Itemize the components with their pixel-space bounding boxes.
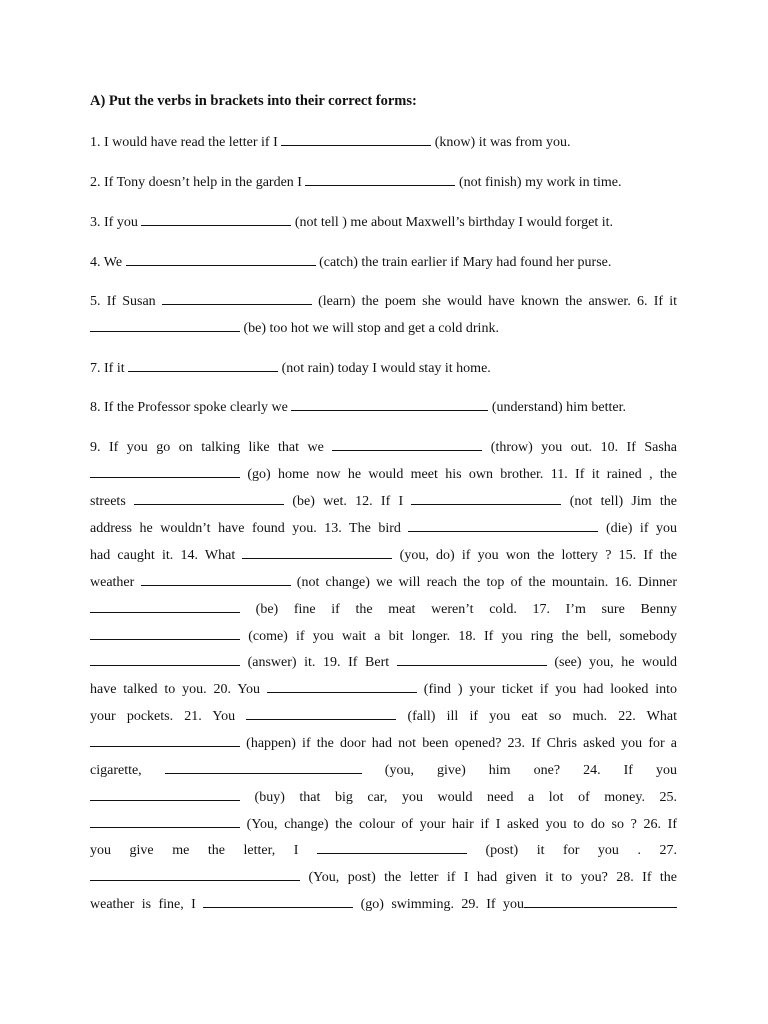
exercise-heading: A) Put the verbs in brackets into their correct forms: xyxy=(90,93,417,109)
paragraph-line-7: (be) fine if the meat weren’t cold. 17. I’m sure Benny xyxy=(90,600,677,619)
question-4: 4. We (catch) the train earlier if Mary had found her purse. xyxy=(90,255,612,270)
answer-blank[interactable] xyxy=(90,788,240,801)
answer-blank[interactable] xyxy=(126,253,316,266)
paragraph-line-2: (go) home now he would meet his own brother. 11. If it rained , the xyxy=(90,465,677,484)
paragraph-line-17: (You, post) the letter if I had given it to you? 28. If the xyxy=(90,868,677,887)
question-2: 2. If Tony doesn’t help in the garden I (not finish) my work in time. xyxy=(90,175,622,190)
answer-blank[interactable] xyxy=(332,438,482,451)
answer-blank[interactable] xyxy=(90,734,240,747)
answer-blank[interactable] xyxy=(291,398,488,411)
paragraph-line-3: streets (be) wet. 12. If I (not tell) Jim the xyxy=(90,494,678,509)
question-5-line-2: (be) too hot we will stop and get a cold drink. xyxy=(90,319,499,338)
question-5-line-1: 5. If Susan (learn) the poem she would have known the answer. 6. If it xyxy=(90,294,678,309)
answer-blank[interactable] xyxy=(90,868,300,881)
paragraph-line-5: had caught it. 14. What (you, do) if you won the lottery ? 15. If the xyxy=(90,548,678,563)
answer-blank[interactable] xyxy=(134,492,284,505)
question-8: 8. If the Professor spoke clearly we (understand) him better. xyxy=(90,400,627,415)
paragraph-line-13: cigarette, (you, give) him one? 24. If you xyxy=(90,763,677,778)
paragraph-line-12: (happen) if the door had not been opened? 23. If Chris asked you for a xyxy=(90,734,677,753)
paragraph-line-14: (buy) that big car, you would need a lot of money. 25. xyxy=(90,788,677,807)
question-7: 7. If it (not rain) today I would stay it home. xyxy=(90,361,491,376)
paragraph-line-8: (come) if you wait a bit longer. 18. If you ring the bell, somebody xyxy=(90,627,677,646)
paragraph-line-18: weather is fine, I (go) swimming. 29. If you xyxy=(90,895,677,914)
answer-blank[interactable] xyxy=(246,707,396,720)
answer-blank[interactable] xyxy=(267,680,417,693)
answer-blank[interactable] xyxy=(305,173,455,186)
paragraph-line-6: weather (not change) we will reach the top of the mountain. 16. Dinner xyxy=(90,575,678,590)
paragraph-line-11: your pockets. 21. You (fall) ill if you eat so much. 22. What xyxy=(90,709,677,724)
answer-blank[interactable] xyxy=(281,133,431,146)
answer-blank[interactable] xyxy=(408,519,598,532)
answer-blank[interactable] xyxy=(203,895,353,908)
paragraph-line-9: (answer) it. 19. If Bert (see) you, he would xyxy=(90,653,677,672)
paragraph-line-16: you give me the letter, I (post) it for you . 27. xyxy=(90,843,677,858)
answer-blank[interactable] xyxy=(90,465,240,478)
answer-blank[interactable] xyxy=(128,359,278,372)
answer-blank[interactable] xyxy=(141,213,291,226)
question-1: 1. I would have read the letter if I (know) it was from you. xyxy=(90,135,571,150)
paragraph-line-1: 9. If you go on talking like that we (throw) you out. 10. If Sasha xyxy=(90,440,678,455)
answer-blank[interactable] xyxy=(90,319,240,332)
answer-blank[interactable] xyxy=(524,895,677,908)
answer-blank[interactable] xyxy=(397,653,547,666)
answer-blank[interactable] xyxy=(242,546,392,559)
answer-blank[interactable] xyxy=(162,292,312,305)
paragraph-line-4: address he wouldn’t have found you. 13. The bird (die) if you xyxy=(90,521,678,536)
answer-blank[interactable] xyxy=(90,600,240,613)
question-3: 3. If you (not tell ) me about Maxwell’s birthday I would forget it. xyxy=(90,215,614,230)
paragraph-line-10: have talked to you. 20. You (find ) your ticket if you had looked into xyxy=(90,682,678,697)
answer-blank[interactable] xyxy=(90,653,240,666)
answer-blank[interactable] xyxy=(317,841,467,854)
answer-blank[interactable] xyxy=(90,815,240,828)
answer-blank[interactable] xyxy=(165,761,362,774)
answer-blank[interactable] xyxy=(90,627,240,640)
answer-blank[interactable] xyxy=(411,492,561,505)
answer-blank[interactable] xyxy=(141,573,291,586)
paragraph-line-15: (You, change) the colour of your hair if I asked you to do so ? 26. If xyxy=(90,815,677,834)
